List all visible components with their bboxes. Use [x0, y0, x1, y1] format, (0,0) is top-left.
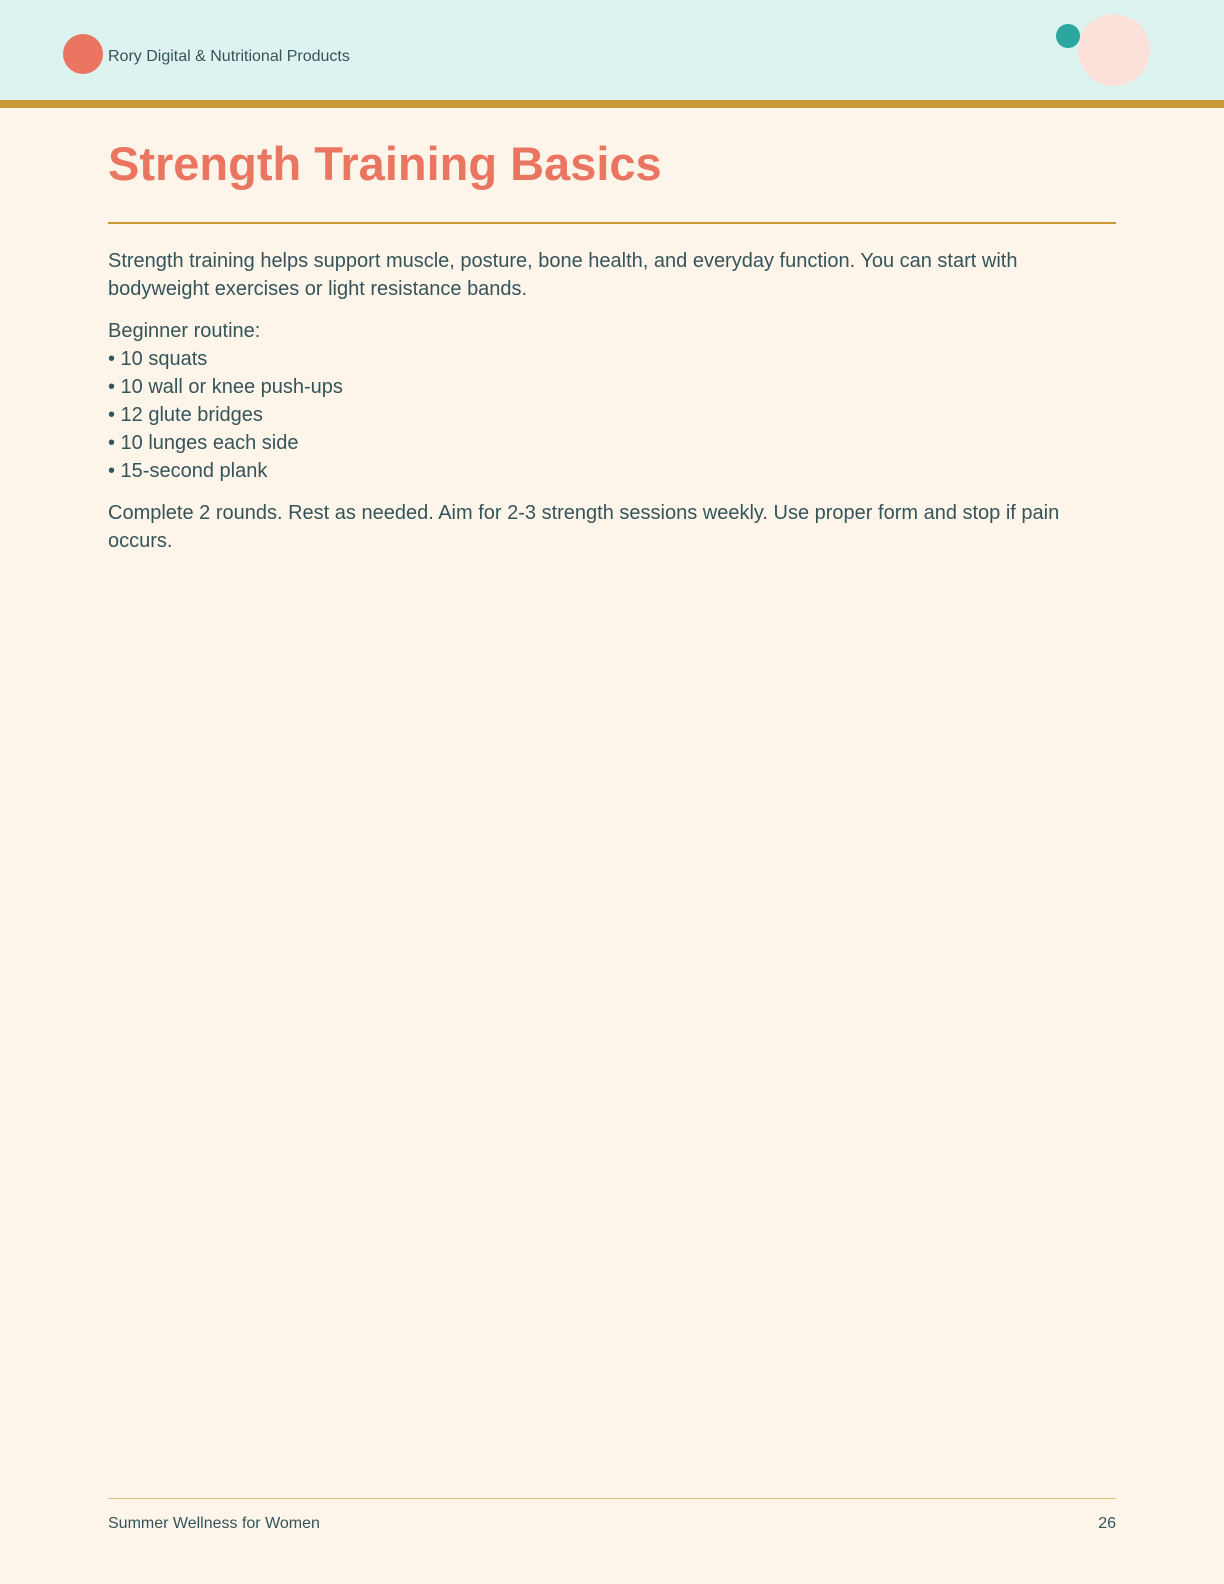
decorative-pink-circle — [1078, 14, 1150, 86]
brand-logo-circle — [63, 34, 103, 74]
closing-paragraph: Complete 2 rounds. Rest as needed. Aim for 2-3 strength sessions weekly. Use proper form and stop if pain occurs. — [108, 502, 1060, 552]
list-item: • 12 glute bridges — [108, 404, 263, 426]
list-item: • 15-second plank — [108, 460, 268, 482]
routine-section — [108, 317, 1116, 485]
page-number: 26 — [1098, 1515, 1116, 1532]
footer-divider — [108, 1498, 1116, 1499]
brand-name: Rory Digital & Nutritional Products — [108, 48, 350, 65]
header-divider-stripe — [0, 100, 1224, 108]
list-item: • 10 wall or knee push-ups — [108, 376, 343, 398]
footer-publication-title: Summer Wellness for Women — [108, 1515, 320, 1532]
intro-paragraph: Strength training helps support muscle, posture, bone health, and everyday function. You can start with bodyweight exercises or light resistance bands. — [108, 250, 1018, 300]
title-divider — [108, 222, 1116, 224]
article-body — [108, 247, 1116, 555]
routine-heading: Beginner routine: — [108, 320, 261, 342]
list-item: • 10 lunges each side — [108, 432, 299, 454]
decorative-teal-circle — [1056, 24, 1080, 48]
page-title: Strength Training Basics — [108, 137, 662, 190]
list-item: • 10 squats — [108, 348, 208, 370]
